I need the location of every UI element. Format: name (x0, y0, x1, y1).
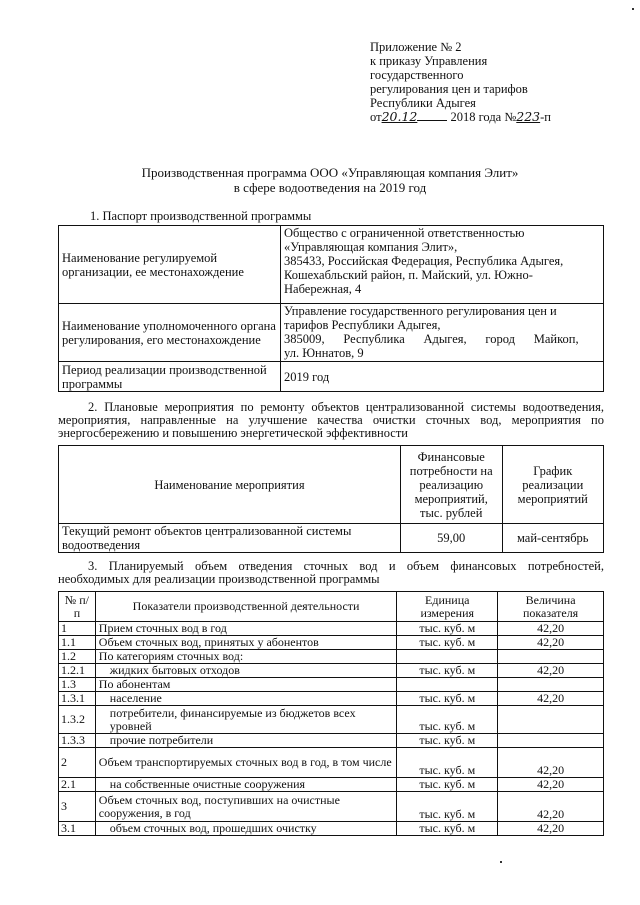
table-row (59, 678, 604, 692)
table-row (59, 304, 604, 362)
value-line: Кошехабльский район, п. Майский, ул. Южно- (284, 268, 533, 282)
col-header-cost: Финансовые потребности на реализацию мероприятий, тыс. рублей (400, 446, 502, 524)
value-line: ул. Юннатов, 9 (284, 346, 364, 360)
col-header-schedule: График реализации мероприятий (502, 446, 604, 524)
number-suffix: -п (540, 110, 551, 124)
row-unit: тыс. куб. м (397, 822, 498, 836)
table-row (59, 362, 604, 392)
table-header-row (59, 446, 604, 524)
appendix-line: Приложение № 2 (370, 40, 462, 54)
passport-value: 2019 год (281, 362, 604, 392)
section-3-heading: 3. Планируемый объем отведения сточных вод и объем финансовых потребностей, необходимых для реализации производственной программы (58, 559, 604, 586)
underline-blank (417, 110, 447, 121)
section-2-heading: 2. Плановые мероприятия по ремонту объектов централизованной системы водоотведения, мероприятия, направленные на улучшение качества очистки сточных вод, мероприятия по энергосбережению и повышению энергетической эффективности (58, 400, 604, 440)
row-value: 42,20 (498, 692, 604, 706)
col-header-indicator: Показатели производственной деятельности (95, 592, 397, 622)
table-row (59, 778, 604, 792)
row-indicator: По абонентам (95, 678, 397, 692)
appendix-date-line (370, 110, 610, 124)
table-row (59, 636, 604, 650)
row-number: 1 (59, 622, 96, 636)
row-value (498, 678, 604, 692)
date-prefix: от (370, 110, 382, 124)
row-number: 2.1 (59, 778, 96, 792)
date-year: 2018 года № (450, 110, 517, 124)
value-line: «Управляющая компания Элит», (284, 240, 458, 254)
row-indicator: прочие потребители (95, 734, 397, 748)
row-unit: тыс. куб. м (397, 664, 498, 678)
table-row (59, 706, 604, 734)
table-row (59, 792, 604, 822)
row-number: 2 (59, 748, 96, 778)
appendix-line: регулирования цен и тарифов (370, 82, 528, 96)
row-value: 42,20 (498, 778, 604, 792)
row-number: 1.1 (59, 636, 96, 650)
row-number: 1.2 (59, 650, 96, 664)
passport-label: Период реализации производственной программы (59, 362, 281, 392)
measure-name: Текущий ремонт объектов централизованной системы водоотведения (59, 524, 401, 553)
section-1-heading: 1. Паспорт производственной программы (90, 209, 312, 223)
value-line: 385009, Республика Адыгея, город Майкоп, (284, 332, 579, 346)
table-row (59, 524, 604, 553)
scan-speck (500, 861, 502, 863)
passport-label: Наименование уполномоченного органа регулирования, его местонахождение (59, 304, 281, 362)
row-indicator: объем сточных вод, прошедших очистку (95, 822, 397, 836)
row-number: 1.3.3 (59, 734, 96, 748)
measures-table (58, 445, 604, 553)
table-row (59, 664, 604, 678)
row-indicator: Объем транспортируемых сточных вод в год, в том числе (95, 748, 397, 778)
table-row (59, 226, 604, 304)
row-indicator: население (95, 692, 397, 706)
table-header-row (59, 592, 604, 622)
row-unit: тыс. куб. м (397, 706, 498, 734)
col-header-value: Величина показателя (498, 592, 604, 622)
row-unit: тыс. куб. м (397, 622, 498, 636)
row-unit: тыс. куб. м (397, 778, 498, 792)
measure-schedule: май-сентябрь (502, 524, 604, 553)
value-line: Набережная, 4 (284, 282, 362, 296)
table-row (59, 622, 604, 636)
row-unit: тыс. куб. м (397, 792, 498, 822)
row-indicator: Прием сточных вод в год (95, 622, 397, 636)
table-row (59, 822, 604, 836)
row-value (498, 734, 604, 748)
title-line-1: Производственная программа ООО «Управляющая компания Элит» (141, 165, 519, 180)
appendix-line: к приказу Управления (370, 54, 488, 68)
table-row (59, 734, 604, 748)
row-number: 3.1 (59, 822, 96, 836)
row-indicator: потребители, финансируемые из бюджетов всех уровней (95, 706, 397, 734)
scan-speck (632, 8, 634, 10)
row-unit (397, 650, 498, 664)
indicators-table (58, 591, 604, 836)
row-unit: тыс. куб. м (397, 748, 498, 778)
row-number: 1.2.1 (59, 664, 96, 678)
row-value: 42,20 (498, 636, 604, 650)
table-row (59, 650, 604, 664)
row-indicator: По категориям сточных вод: (95, 650, 397, 664)
table-row (59, 692, 604, 706)
row-indicator: Объем сточных вод, поступивших на очистные сооружения, в год (95, 792, 397, 822)
row-number: 1.3.2 (59, 706, 96, 734)
row-value: 42,20 (498, 664, 604, 678)
title-line-2: в сфере водоотведения на 2019 год (233, 180, 427, 195)
measure-cost: 59,00 (400, 524, 502, 553)
row-value: 42,20 (498, 822, 604, 836)
value-line: Общество с ограниченной ответственностью (284, 226, 525, 240)
value-line: 385433, Российская Федерация, Республика Адыгея, (284, 254, 564, 268)
row-unit: тыс. куб. м (397, 692, 498, 706)
appendix-block (370, 40, 610, 124)
row-indicator: жидких бытовых отходов (95, 664, 397, 678)
passport-table (58, 225, 604, 392)
handwritten-date: 20.12 (381, 109, 418, 124)
appendix-line: государственного (370, 68, 464, 82)
row-number: 3 (59, 792, 96, 822)
col-header-unit: Единица измерения (397, 592, 498, 622)
passport-value (281, 304, 604, 362)
col-header-number: № п/п (59, 592, 96, 622)
row-number: 1.3 (59, 678, 96, 692)
row-value: 42,20 (498, 622, 604, 636)
row-number: 1.3.1 (59, 692, 96, 706)
row-value: 42,20 (498, 748, 604, 778)
row-value (498, 650, 604, 664)
row-indicator: на собственные очистные сооружения (95, 778, 397, 792)
table-row (59, 748, 604, 778)
value-line: тарифов Республики Адыгея, (284, 318, 441, 332)
value-line: Управление государственного регулирования цен и (284, 304, 557, 318)
row-value (498, 706, 604, 734)
row-indicator: Объем сточных вод, принятых у абонентов (95, 636, 397, 650)
row-unit: тыс. куб. м (397, 636, 498, 650)
program-title (80, 165, 580, 195)
row-value: 42,20 (498, 792, 604, 822)
appendix-line: Республики Адыгея (370, 96, 476, 110)
handwritten-number: 223 (516, 109, 541, 124)
row-unit: тыс. куб. м (397, 734, 498, 748)
passport-value (281, 226, 604, 304)
passport-label: Наименование регулируемой организации, ее местонахождение (59, 226, 281, 304)
col-header-measure: Наименование мероприятия (59, 446, 401, 524)
row-unit (397, 678, 498, 692)
